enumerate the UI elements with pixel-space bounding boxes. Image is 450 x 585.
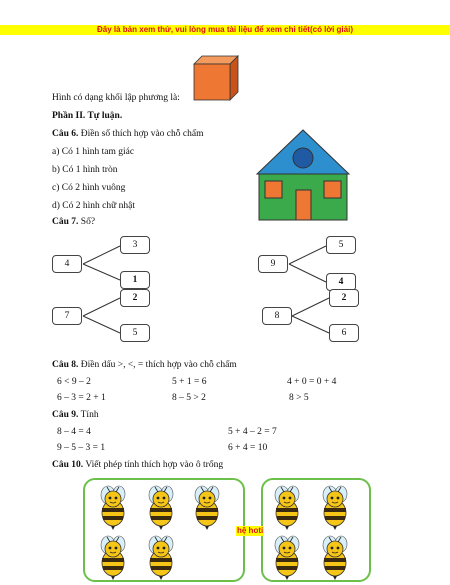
q6-label: Câu 6.	[52, 129, 79, 139]
q8-text: Điền dấu >, <, = thích hợp vào chỗ chấm	[80, 360, 237, 370]
q9-r1-c1: 8 – 4 = 4	[57, 427, 91, 437]
q9-r2-c1: 9 – 5 – 3 = 1	[57, 443, 106, 453]
part2-title: Phần II. Tự luận.	[52, 111, 123, 121]
q8-r1-c3: 4 + 0 = 0 + 4	[287, 377, 337, 387]
q10-label: Câu 10.	[52, 460, 84, 470]
q6-item-d: d) Có 2 hình chữ nhật	[52, 201, 135, 211]
preview-banner: Đây là bản xem thử, vui lòng mua tài liệu để xem chi tiết(có lời giải)	[0, 25, 450, 35]
bee-icons-right	[263, 480, 369, 580]
q6-text: Điền số thích hợp vào chỗ chấm	[80, 129, 204, 139]
tree4-root: 8	[262, 307, 292, 325]
q8-heading	[52, 360, 237, 371]
q7-text: Số?	[80, 217, 96, 227]
q6-item-a: a) Có 1 hình tam giác	[52, 147, 135, 157]
q9-text: Tính	[80, 410, 99, 420]
tree3-bottom: 4	[326, 273, 356, 291]
tree2-root: 7	[52, 307, 82, 325]
tree2-bottom: 5	[120, 324, 150, 342]
tree1-bottom: 1	[120, 271, 150, 289]
q8-r2-c2: 8 – 5 > 2	[172, 393, 206, 403]
tree1-top: 3	[120, 236, 150, 254]
q6-item-b: b) Có 1 hình tròn	[52, 165, 118, 175]
q9-r1-c2: 5 + 4 – 2 = 7	[228, 427, 277, 437]
tree4-top: 2	[329, 289, 359, 307]
q10-heading	[52, 460, 223, 471]
q8-r1-c2: 5 + 1 = 6	[172, 377, 207, 387]
tree1-root: 4	[52, 255, 82, 273]
q9-r2-c2: 6 + 4 = 10	[228, 443, 268, 453]
q10-text: Viết phép tính thích hợp vào ô trống	[85, 460, 224, 470]
tree3-top: 5	[326, 236, 356, 254]
watermark-badge: hệ hoti	[237, 526, 264, 535]
q8-r2-c1: 6 – 3 = 2 + 1	[57, 393, 106, 403]
bee-group-right	[261, 478, 371, 582]
q6-item-c: c) Có 2 hình vuông	[52, 183, 126, 193]
q8-r2-c3: 8 > 5	[289, 393, 309, 403]
tree4-bottom: 6	[329, 324, 359, 342]
tree2-top: 2	[120, 289, 150, 307]
q8-r1-c1: 6 < 9 – 2	[57, 377, 91, 387]
bee-group-left	[83, 478, 245, 582]
q8-label: Câu 8.	[52, 360, 79, 370]
cube-caption: Hình có dạng khối lập phương là:	[52, 93, 180, 103]
q9-heading	[52, 410, 99, 421]
tree3-root: 9	[258, 255, 288, 273]
bee-icons-left	[85, 480, 243, 580]
q9-label: Câu 9.	[52, 410, 79, 420]
q7-label: Câu 7.	[52, 217, 79, 227]
